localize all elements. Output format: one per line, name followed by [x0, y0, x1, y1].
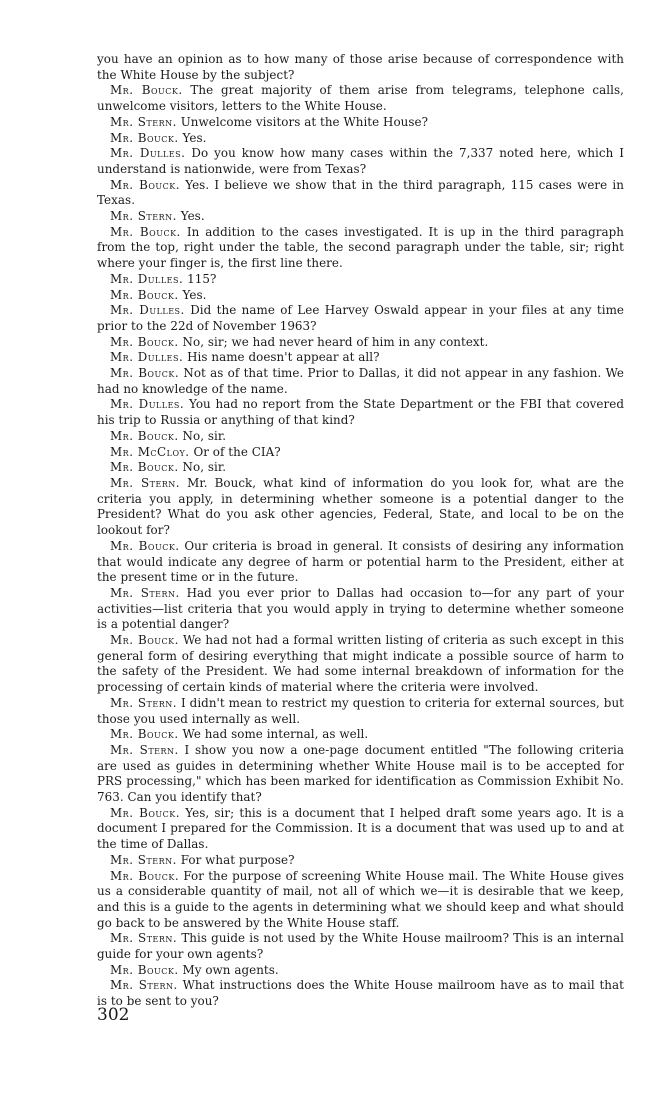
speech-text: In addition to the cases investigated. It is up in the third paragraph from the top, right under the table, the second paragraph under the table, sir; right where your finger is, the first line there.: [97, 224, 624, 271]
speaker-name: Mr. Stern.: [110, 695, 178, 710]
speech-text: This guide is not used by the White House mailroom? This is an internal guide for your own agents?: [97, 931, 624, 962]
speaker-name: Mr. Dulles.: [110, 397, 185, 412]
speech-text: You had no report from the State Department or the FBI that covered his trip to Russia or anything of that kind?: [97, 397, 624, 428]
testimony-paragraph: [97, 806, 624, 853]
testimony-paragraph: [97, 272, 624, 288]
speaker-name: Mr. Stern.: [110, 209, 177, 224]
speech-text: Not as of that time. Prior to Dallas, it did not appear in any fashion. We had no knowledge of the name.: [97, 366, 624, 396]
speaker-name: Mr. Stern.: [110, 585, 180, 600]
speech-text: Yes. I believe we show that in the third paragraph, 115 cases were in Texas.: [97, 177, 624, 208]
testimony-paragraph: [97, 288, 624, 304]
testimony-paragraph: [97, 366, 624, 397]
speaker-name: Mr. Stern.: [110, 931, 178, 946]
testimony-paragraph: [97, 633, 624, 696]
speaker-name: Mr. Stern.: [110, 852, 177, 867]
testimony-paragraph: [97, 225, 624, 272]
speech-text: Yes.: [180, 209, 205, 224]
speaker-name: Mr. Bouck.: [110, 460, 179, 475]
speaker-name: Mr. Dulles.: [110, 146, 186, 161]
testimony-paragraph: [97, 853, 624, 869]
testimony-paragraph: [97, 696, 624, 727]
speech-text: No, sir.: [182, 460, 227, 475]
speech-text: Yes, sir; this is a document that I helped draft some years ago. It is a document I prepared for the Commission. It is a document that was used up to and at the time of Dallas.: [97, 805, 624, 852]
speaker-name: Mr. Bouck.: [110, 130, 179, 145]
speech-text: Unwelcome visitors at the White House?: [180, 114, 429, 129]
testimony-paragraph: [97, 869, 624, 932]
testimony-paragraph: [97, 539, 624, 586]
testimony-paragraph: [97, 586, 624, 633]
speaker-name: Mr. Stern.: [110, 742, 179, 757]
testimony-paragraph: [97, 445, 624, 461]
testimony-paragraph: [97, 131, 624, 147]
speaker-name: Mr. Bouck.: [110, 428, 179, 443]
speech-text: I didn't mean to restrict my question to criteria for external sources, but those you used internally as well.: [97, 695, 624, 726]
speech-text: I show you now a one-page document entitled "The following criteria are used as guides in determining whether White House mail is to be accepted for PRS processing," which has been marked for identification as Commission Exhibit No. 763. Can you identify that?: [97, 742, 624, 805]
speech-text: No, sir; we had never heard of him in any context.: [182, 334, 489, 349]
speech-text: Yes.: [182, 130, 207, 145]
speaker-name: Mr. Stern.: [110, 978, 178, 993]
speech-text: Did the name of Lee Harvey Oswald appear in your files at any time prior to the 22d of November 1963?: [97, 303, 624, 333]
speaker-name: Mr. Bouck.: [110, 727, 179, 742]
speaker-name: Mr. Bouck.: [110, 177, 181, 192]
testimony-paragraph: [97, 397, 624, 428]
testimony-paragraph: [97, 335, 624, 351]
testimony-paragraph: [97, 350, 624, 366]
speech-text: We had not had a formal written listing of criteria as such except in this general form of desiring everything that might indicate a possible source of harm to the safety of the President. We had some internal breakdown of information for the processing of certain kinds of material where the criteria were involved.: [97, 633, 624, 695]
speaker-name: Mr. Bouck.: [110, 805, 181, 820]
testimony-paragraph: [97, 429, 624, 445]
testimony-text: [97, 52, 624, 1010]
speech-text: For the purpose of screening White House mail. The White House gives us a considerable quantity of mail, not all of which we—it is desirable that we keep, and this is a guide to the agents in determining what we should keep and what should go back to be answered by the White House staff.: [97, 868, 624, 930]
speech-text: The great majority of them arise from telegrams, telephone calls, unwelcome visitors, letters to the White House.: [97, 83, 624, 114]
testimony-paragraph: [97, 476, 624, 539]
speech-text: His name doesn't appear at all?: [187, 350, 380, 365]
testimony-paragraph: [97, 727, 624, 743]
speaker-name: Mr. Bouck.: [110, 538, 180, 553]
speaker-name: Mr. Bouck.: [110, 287, 179, 302]
speaker-name: Mr. Bouck.: [110, 224, 181, 239]
speaker-name: Mr. Stern.: [110, 475, 181, 490]
testimony-paragraph: [97, 52, 624, 83]
speaker-name: Mr. Dulles.: [110, 350, 184, 365]
speech-text: you have an opinion as to how many of those arise because of correspondence with the White House by the subject?: [97, 52, 624, 82]
speaker-name: Mr. Bouck.: [110, 962, 179, 977]
speech-text: Yes.: [182, 287, 207, 302]
testimony-paragraph: [97, 83, 624, 114]
testimony-paragraph: [97, 931, 624, 962]
testimony-paragraph: [97, 209, 624, 225]
speaker-name: Mr. Dulles.: [110, 271, 184, 286]
speaker-name: Mr. Stern.: [110, 114, 177, 129]
speech-text: 115?: [187, 271, 217, 286]
speaker-name: Mr. Bouck.: [110, 868, 180, 883]
testimony-paragraph: [97, 978, 624, 1009]
speech-text: Had you ever prior to Dallas had occasion to—for any part of your activities—list criteria that you would apply in trying to determine whether someone is a potential danger?: [97, 585, 624, 632]
testimony-paragraph: [97, 743, 624, 806]
speaker-name: Mr. Bouck.: [110, 334, 179, 349]
speech-text: Mr. Bouck, what kind of information do you look for, what are the criteria you apply, in determining whether someone is a potential danger to the President? What do you ask other agencies, Federal, State, and local to be on the lookout for?: [97, 475, 624, 538]
speaker-name: Mr. Dulles.: [110, 303, 185, 318]
testimony-paragraph: [97, 303, 624, 334]
testimony-paragraph: [97, 115, 624, 131]
speech-text: My own agents.: [182, 962, 279, 977]
speaker-name: Mr. Bouck.: [110, 366, 180, 381]
testimony-paragraph: [97, 178, 624, 209]
speech-text: No, sir.: [182, 428, 227, 443]
speech-text: What instructions does the White House mailroom have as to mail that is to be sent to you?: [97, 978, 624, 1009]
speech-text: Our criteria is broad in general. It consists of desiring any information that would indicate any degree of harm or potential harm to the President, either at the present time or in the future.: [97, 538, 624, 585]
testimony-paragraph: [97, 963, 624, 979]
speech-text: For what purpose?: [180, 852, 295, 867]
speech-text: Do you know how many cases within the 7,337 noted here, which I understand is nationwide, were from Texas?: [97, 146, 624, 176]
speech-text: We had some internal, as well.: [182, 727, 369, 742]
speech-text: Or of the CIA?: [193, 444, 281, 459]
testimony-paragraph: [97, 460, 624, 476]
speaker-name: Mr. Bouck.: [110, 633, 179, 648]
speaker-name: Mr. McCloy.: [110, 444, 190, 459]
speaker-name: Mr. Bouck.: [110, 83, 183, 98]
page-number: 302: [97, 1005, 130, 1025]
testimony-paragraph: [97, 146, 624, 177]
